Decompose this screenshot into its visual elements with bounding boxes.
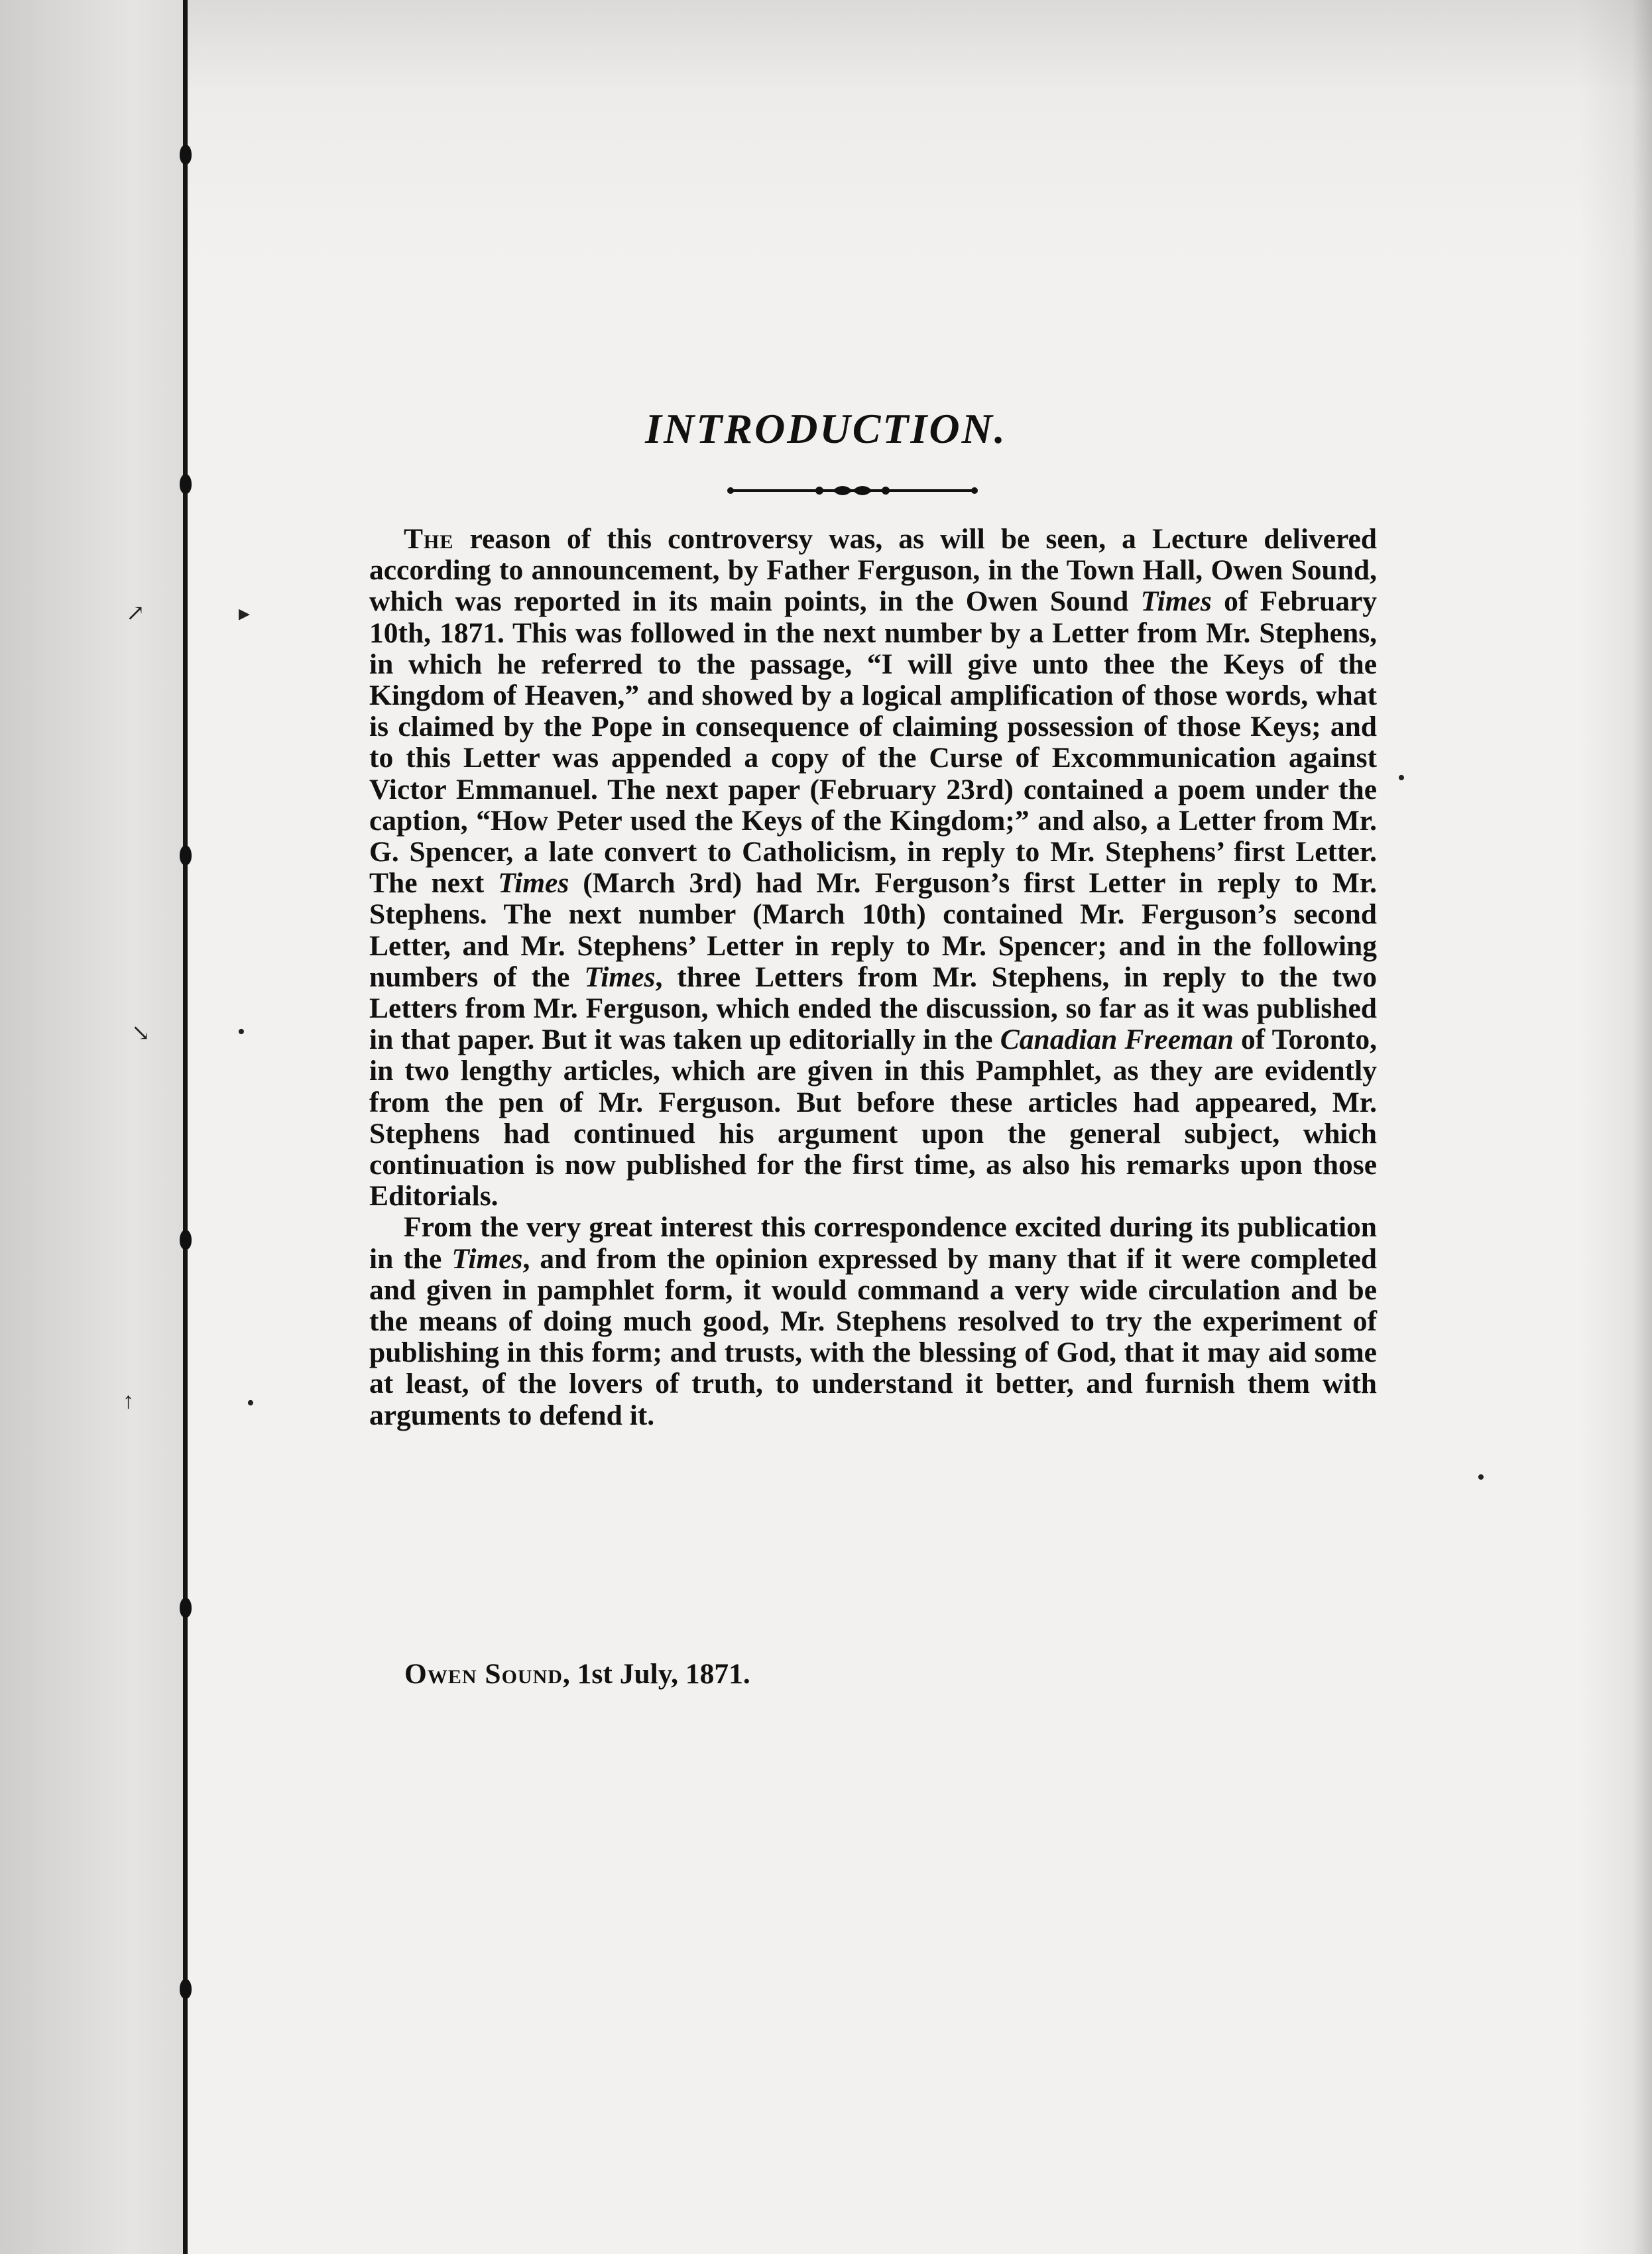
italic-title: Times (451, 1242, 523, 1275)
margin-speck: • (237, 1020, 245, 1044)
paragraph-text: of Toronto, in two lengthy articles, which are given in this Pamphlet, as they are evidently from the pen of Mr. Ferguson. But before these articles had appeared, Mr. Stephens had continued his argument upon the general subject, which continuation is now published for the first time, as also his remarks upon those Editorials. (369, 1024, 1377, 1213)
margin-speck: ↘ (131, 1021, 150, 1045)
body-paragraph (369, 524, 1377, 1212)
italic-title: Times (584, 961, 656, 993)
binding-stitch (180, 1598, 192, 1618)
introduction-body (369, 524, 1377, 1431)
binding-stitch (180, 474, 192, 494)
margin-speck: ↗ (126, 601, 145, 626)
binding-stitch (180, 1979, 192, 1999)
binding-stitch (180, 1230, 192, 1250)
edge-shadow (1579, 0, 1652, 2254)
dateline-place: Owen Sound (404, 1658, 563, 1690)
paragraph-text: , three Letters from Mr. Stephens, in reply to the two Letters from Mr. Ferguson, which ended the discussion, so far as it was published in that paper. But it was taken up editorially in the (369, 961, 1377, 1056)
margin-speck: • (1477, 1465, 1485, 1490)
paragraph-text: (March 3rd) had Mr. Ferguson’s first Letter in reply to Mr. Stephens. The next number (March 10th) contained Mr. Ferguson’s second Letter, and Mr. Stephens’ Letter in reply to Mr. Spencer; and in the following numbers of the (369, 867, 1378, 993)
body-paragraph (369, 1212, 1377, 1431)
gutter-shadow (0, 0, 183, 2254)
margin-speck: • (1397, 766, 1405, 790)
margin-speck: ↑ (123, 1389, 134, 1413)
binding-stitch (180, 145, 192, 164)
italic-title: Times (498, 867, 569, 900)
binding-spine (183, 0, 188, 2254)
binding-stitch (180, 845, 192, 865)
italic-title: Times (1140, 585, 1212, 618)
italic-title: Canadian Freeman (1000, 1024, 1234, 1056)
paragraph-text: , and from the opinion expressed by many that if it were completed and given in pamphlet form, it would command a very wide circulation and be the means of doing much good, Mr. Stephens resolved to try the experiment of publishing in this form; and trusts, with the blessing of God, that it may aid some at least, of the lovers of truth, to understand it better, and furnish them with arguments to defend it. (369, 1242, 1377, 1431)
paragraph-text: From the very great interest this correspondence excited during its publication in the (369, 1211, 1377, 1275)
margin-speck: ▸ (239, 601, 251, 626)
paragraph-text: reason of this controversy was, as will be seen, a Lecture delivered according to announcement, by Father Ferguson, in the Town Hall, Owen Sound, which was reported in its main points, in the Owen Sound (369, 523, 1377, 618)
page-title: INTRODUCTION. (645, 405, 1007, 452)
dateline-date: , 1st July, 1871. (562, 1658, 750, 1690)
paragraph-lead-word: The (404, 523, 454, 555)
dateline (404, 1657, 750, 1690)
margin-speck: • (247, 1391, 255, 1415)
ornament-divider (727, 477, 978, 504)
paragraph-text: of February 10th, 1871. This was followed in the next number by a Letter from Mr. Stephens, in which he referred to the passage, “I will give unto thee the Keys of the Kingdom of Heaven,” and showed by a logical amplification of those words, what is claimed by the Pope in consequence of claiming possession of those Keys; and to this Letter was appended a copy of the Curse of Excommunication against Victor Emmanuel. The next paper (February 23rd) contained a poem under the caption, “How Peter used the Keys of the Kingdom;” and also, a Letter from Mr. G. Spencer, a late convert to Catholicism, in reply to Mr. Stephens’ first Letter. The next (369, 585, 1377, 900)
